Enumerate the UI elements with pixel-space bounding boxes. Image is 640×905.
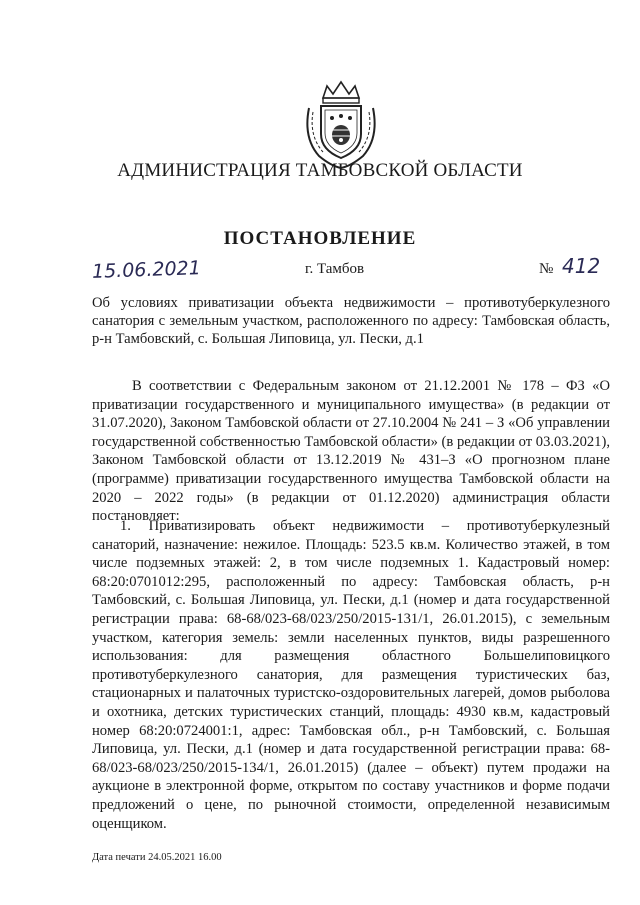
handwritten-number: 412: [562, 254, 601, 278]
city: г. Тамбов: [305, 261, 365, 277]
document-type: ПОСТАНОВЛЕНИЕ: [223, 228, 417, 249]
paragraph-clause-1: 1. Приватизировать объект недвижимости – противотуберкулезный санаторий, назначение: нежилое. Площадь: 523.5 кв.м. Количество этажей, в том числе подземных этажей: 2, в том числе подземных 1. Кадастровый номер: 68:20:0701012:295, расположенный по адресу: Тамбовская область, р-н Тамбовский, с. Большая Липовица, ул. Пески, д.1 (номер и дата государственной регистрации права: 68-68/023-68/023/250/2015-131/1, 26.01.2015), с земельным участком, категория земель: земли населенных пунктов, виды разрешенного использования: для размещения областного Большелиповицкого противотуберкулезного санатория, для размещения туристических баз, стационарных и палаточных туристско-оздоровительных лагерей, домов рыболова и охотника, детских туристических станций, площадь: 4930 кв.м, кадастровый номер 68:20:0724001:1, адрес: Тамбовская обл., р-н Тамбовский, с. Большая Липовица, ул. Пески, д.1 (номер и дата государственной регистрации права: 68-68/023-68/023/250/2015-134/1, 26.01.2015) (далее – объект) путем продажи на аукционе в электронной форме, открытом по составу участников и форме подачи предложений о цене, по рыночной стоимости, определенной независимым оценщиком.: [92, 518, 610, 832]
print-date-footer: Дата печати 24.05.2021 16.00: [92, 852, 222, 863]
document-subject: Об условиях приватизации объекта недвижимости – противотуберкулезного санатория с земельным участком, расположенного по адресу: Тамбовская область, р-н Тамбовский, с. Большая Липовица, ул. Пески, д.1: [92, 295, 610, 347]
number-label: №: [539, 261, 554, 277]
paragraph-preamble: В соответствии с Федеральным законом от 21.12.2001 № 178 – ФЗ «О приватизации государственного и муниципального имущества» (в редакции от 31.07.2020), Законом Тамбовской области от 27.10.2004 № 241 – З «Об управлении государственной собственностью Тамбовской области» (в редакции от 03.03.2021), Законом Тамбовской области от 13.12.2019 № 431–З «О прогнозном плане (программе) приватизации государственного имущества Тамбовской области на 2020 – 2022 годы» (в редакции от 01.12.2020) администрация области постановляет:: [92, 378, 610, 525]
tambov-coat-of-arms-icon: [299, 78, 383, 170]
handwritten-date: 15.06.2021: [91, 257, 202, 283]
organization-name: АДМИНИСТРАЦИЯ ТАМБОВСКОЙ ОБЛАСТИ: [117, 160, 523, 181]
